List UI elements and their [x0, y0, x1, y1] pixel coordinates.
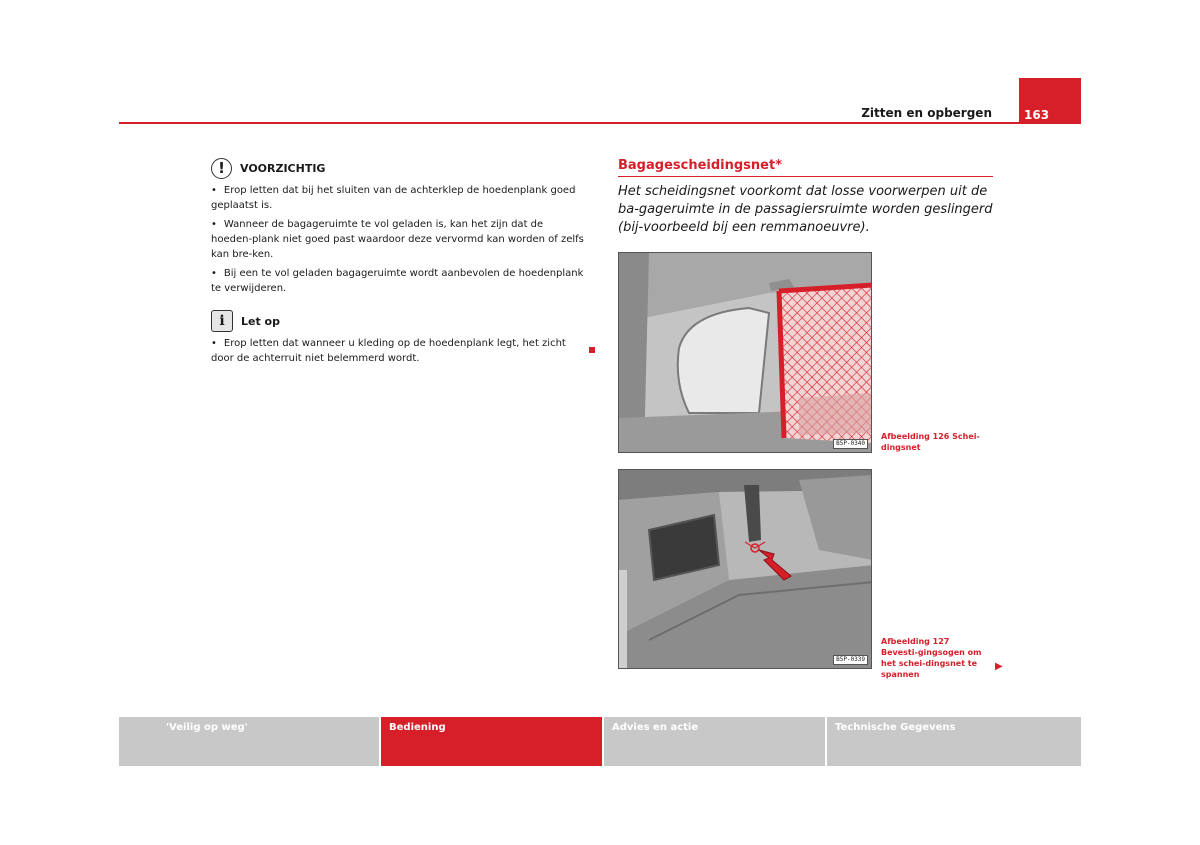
- page-number: 163: [1024, 108, 1050, 122]
- note-bullet: • Erop letten dat wanneer u kleding op de hoedenplank legt, het zicht door de achterruit niet belemmerd wordt.: [211, 338, 566, 364]
- chapter-title: Zitten en opbergen: [861, 106, 992, 120]
- info-icon: i: [211, 310, 233, 332]
- warning-title: VOORZICHTIG: [240, 162, 326, 175]
- warning-heading: [211, 158, 586, 179]
- section-title-rule: [618, 176, 993, 177]
- note-heading: [211, 310, 586, 332]
- section-intro: Het scheidingsnet voorkomt dat losse voorwerpen uit de ba-gageruimte in de passagiersruimte worden geslingerd (bij-voorbeeld bij een remmanoeuvre).: [618, 184, 993, 235]
- header-rule: [119, 122, 1081, 124]
- figure-code: B5P-0340: [833, 439, 868, 449]
- warning-bullet: • Wanneer de bagageruimte te vol geladen is, kan het zijn dat de hoeden-plank niet goed past waardoor deze vervormd kan worden of zelfs kan bre-ken.: [211, 219, 584, 260]
- figure-caption: Afbeelding 127 Bevesti-gingsogen om het schei-dingsnet te spannen: [881, 637, 982, 679]
- footer-tab-bediening[interactable]: Bediening: [381, 717, 602, 766]
- section-end-marker: [589, 347, 595, 353]
- note-title: Let op: [241, 314, 280, 328]
- footer-tab-technische-gegevens[interactable]: Technische Gegevens: [827, 717, 1081, 766]
- separating-net-illustration: [619, 253, 872, 453]
- warning-bullet: • Bij een te vol geladen bagageruimte wordt aanbevolen de hoedenplank te verwijderen.: [211, 268, 584, 294]
- section-title: Bagagescheidingsnet*: [618, 158, 782, 173]
- figure-fastening-eyes: [618, 469, 872, 669]
- continue-arrow-icon: ▶: [995, 661, 1003, 672]
- figure-separating-net: [618, 252, 872, 453]
- footer-tab-advies-en-actie[interactable]: Advies en actie: [604, 717, 825, 766]
- left-column: [211, 158, 586, 370]
- fastening-eyes-illustration: [619, 470, 872, 669]
- warning-bullet: • Erop letten dat bij het sluiten van de achterklep de hoedenplank goed geplaatst is.: [211, 185, 576, 211]
- exclamation-circle-icon: !: [211, 158, 232, 179]
- figure-code: B5P-0339: [833, 655, 868, 665]
- figure-caption: Afbeelding 126 Schei-dingsnet: [881, 432, 980, 452]
- footer-tab-veilig-op-weg[interactable]: 'Veilig op weg': [119, 717, 379, 766]
